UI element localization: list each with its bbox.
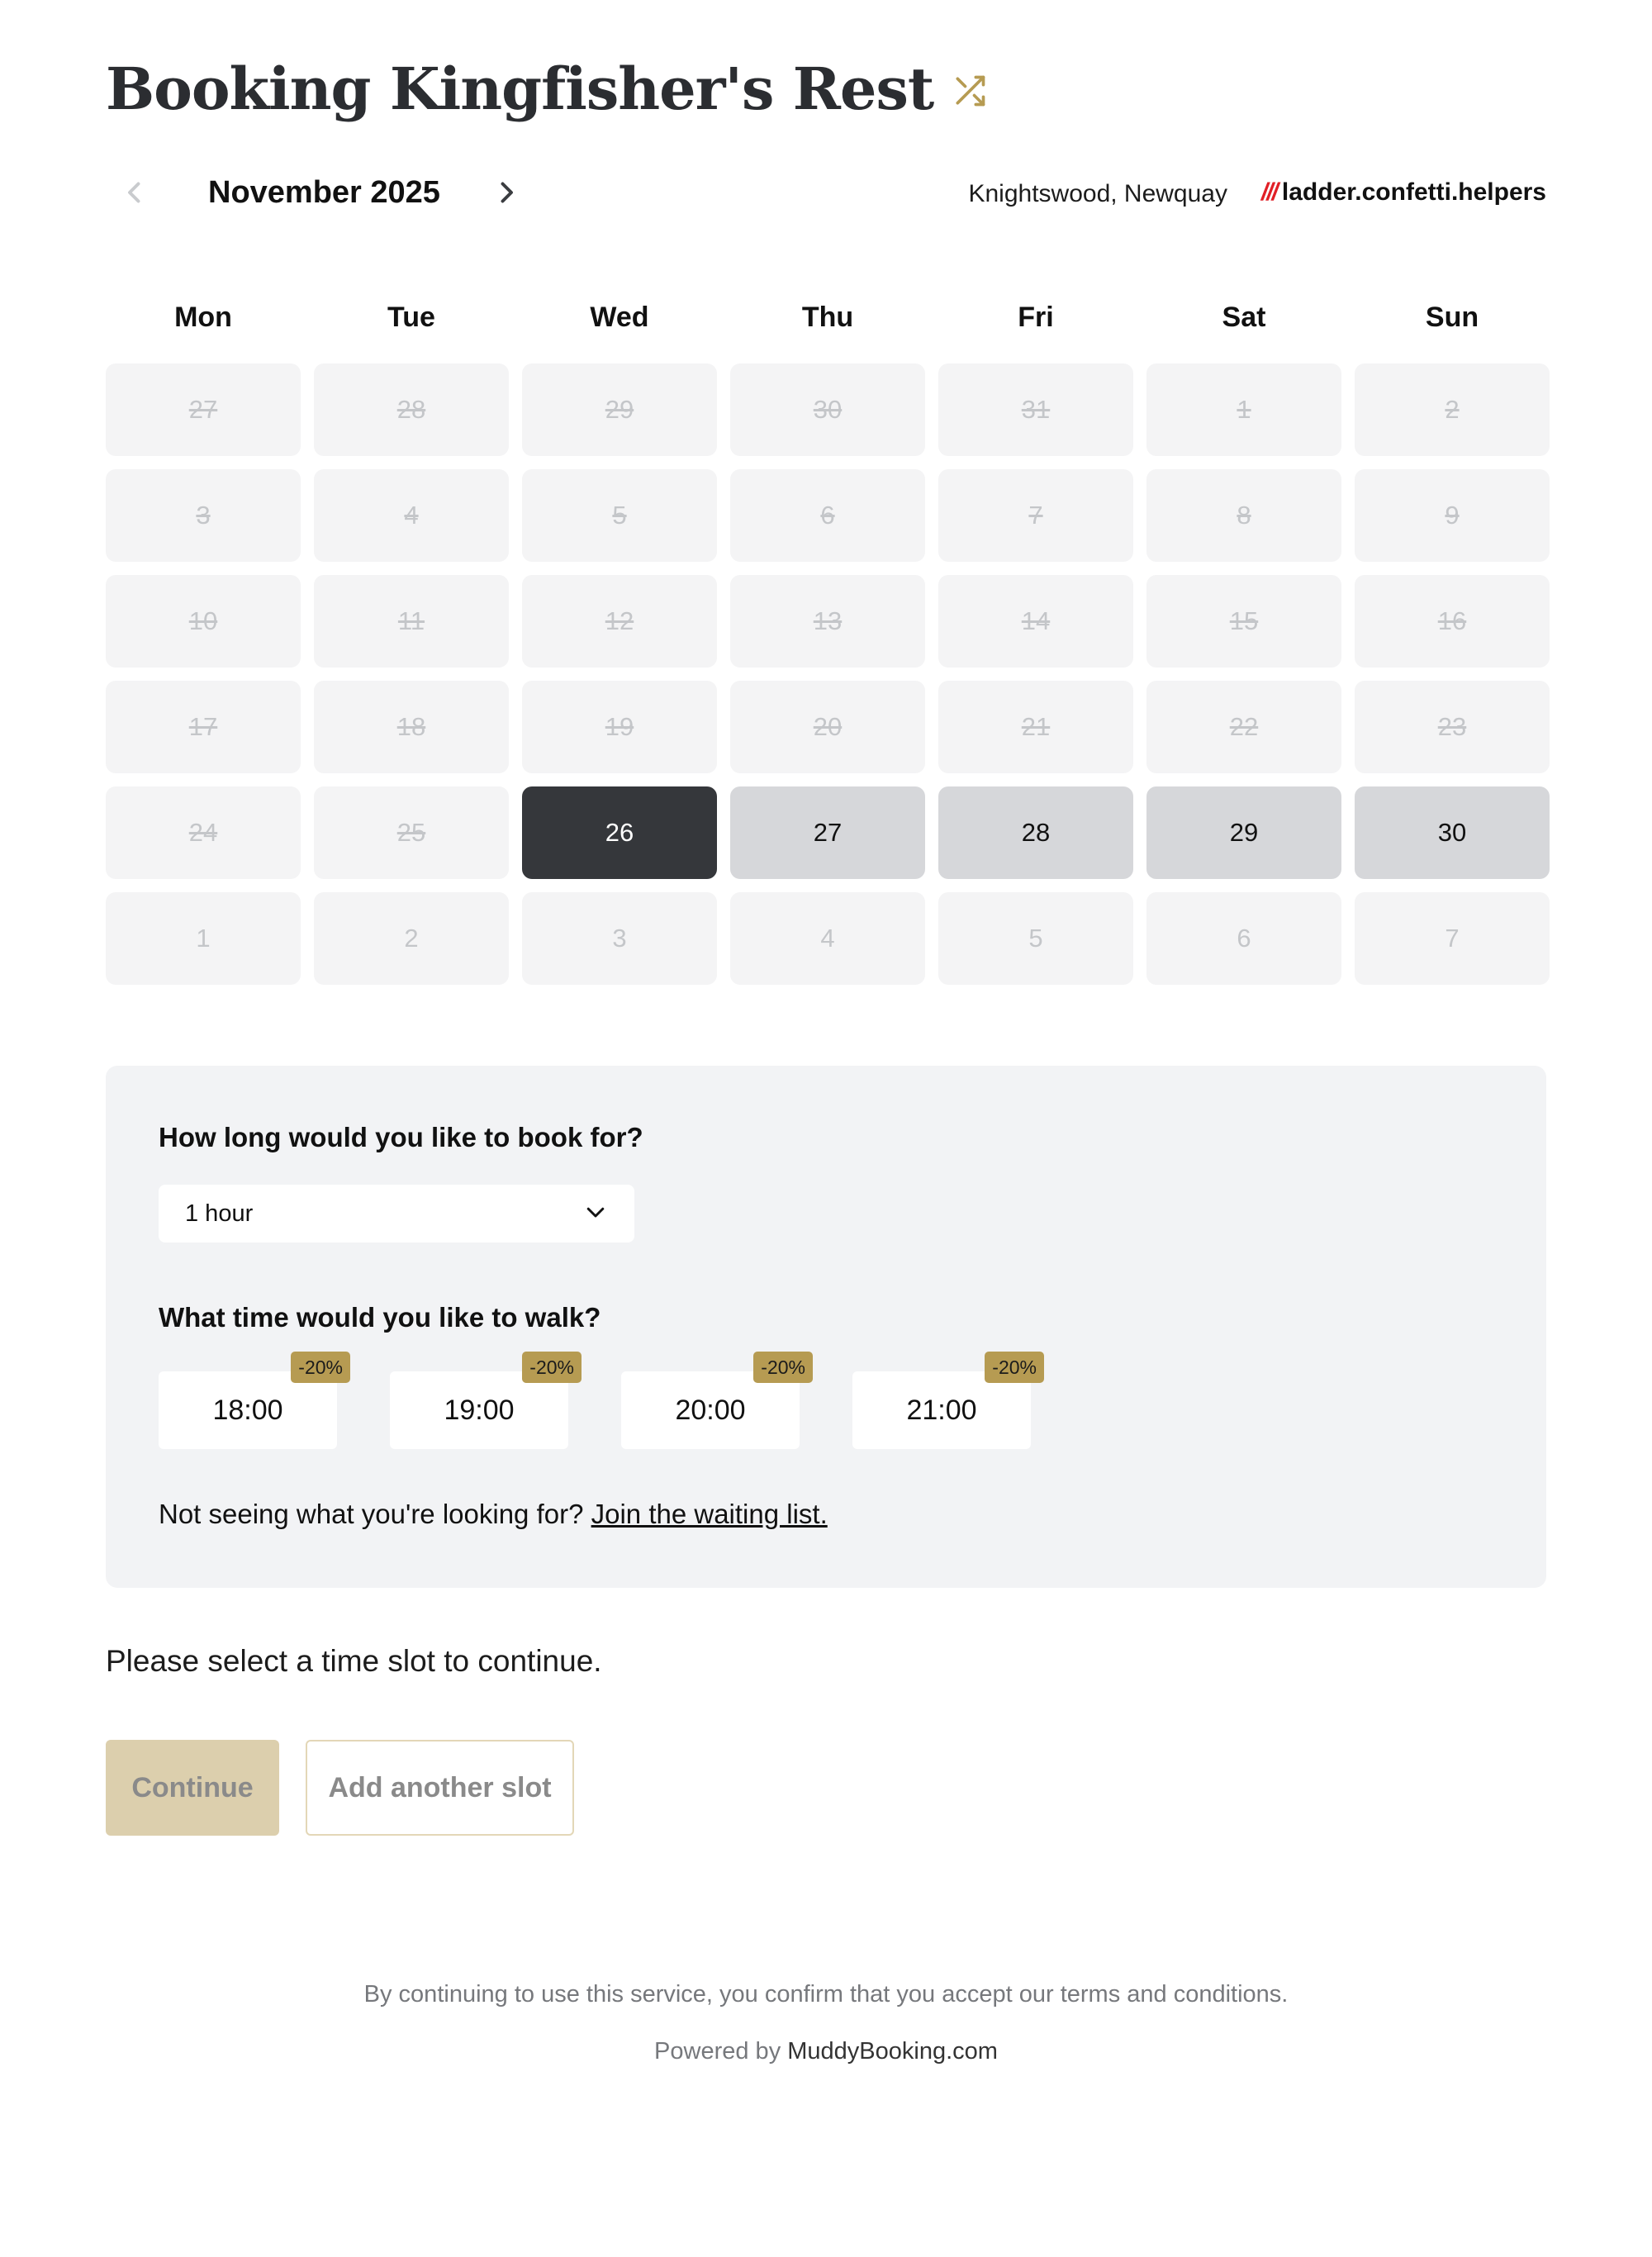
title-row [106,51,988,126]
time-slot-button[interactable] [159,1357,343,1449]
weekday-thu: Thu [801,302,854,333]
calendar-day-past: 28 [314,363,509,456]
weekday-sun: Sun [1425,302,1479,333]
calendar-day-past: 1 [1146,363,1341,456]
calendar-day-past: 16 [1355,575,1550,668]
calendar-day-past: 13 [730,575,925,668]
discount-badge: -20% [985,1352,1044,1383]
duration-question: How long would you like to book for? [159,1122,643,1152]
what3words-address: ladder.confetti.helpers [1281,178,1546,206]
powered-by [106,2038,1546,2065]
calendar-day-past: 15 [1146,575,1341,668]
waitlist-row [159,1499,828,1530]
weekday-fri: Fri [1018,302,1054,333]
join-waitlist-link[interactable]: Join the waiting list. [591,1499,828,1529]
chevron-right-icon [491,178,521,211]
next-month-button[interactable] [484,172,529,216]
calendar-day-past: 21 [938,681,1133,773]
calendar-day-past: 14 [938,575,1133,668]
time-slot-label: 21:00 [906,1394,977,1426]
time-slot-label: 20:00 [675,1394,746,1426]
calendar-day-next-month: 6 [1146,892,1341,985]
calendar-day-past: 4 [314,469,509,562]
calendar-grid [106,363,1546,985]
waitlist-text: Not seeing what you're looking for? [159,1499,584,1529]
calendar-day-past: 10 [106,575,301,668]
chevron-down-icon [583,1200,608,1228]
time-slot-button[interactable] [390,1357,574,1449]
calendar-day-past: 8 [1146,469,1341,562]
what3words-link[interactable] [1261,178,1546,207]
shuffle-icon[interactable] [952,73,988,109]
calendar [106,293,1546,985]
calendar-day-available[interactable]: 29 [1146,786,1341,879]
powered-by-prefix: Powered by [654,2038,781,2065]
calendar-day-past: 27 [106,363,301,456]
time-slot-label: 18:00 [212,1394,283,1426]
calendar-day-next-month: 4 [730,892,925,985]
footer [106,1981,1546,2065]
calendar-day-past: 7 [938,469,1133,562]
calendar-day-next-month: 2 [314,892,509,985]
weekday-wed: Wed [590,302,649,333]
calendar-day-past: 2 [1355,363,1550,456]
calendar-day-available[interactable]: 30 [1355,786,1550,879]
calendar-day-past: 6 [730,469,925,562]
calendar-day-available[interactable]: 27 [730,786,925,879]
select-slot-message: Please select a time slot to continue. [106,1644,602,1678]
calendar-day-past: 29 [522,363,717,456]
time-question: What time would you like to walk? [159,1302,601,1333]
page-title: Booking Kingfisher's Rest [106,54,934,123]
calendar-day-selected[interactable]: 26 [522,786,717,879]
month-navigation [106,165,1546,223]
calendar-day-available[interactable]: 28 [938,786,1133,879]
calendar-day-past: 22 [1146,681,1341,773]
time-slot-button[interactable] [621,1357,805,1449]
calendar-day-next-month: 1 [106,892,301,985]
add-another-slot-button[interactable]: Add another slot [306,1740,574,1836]
calendar-day-past: 23 [1355,681,1550,773]
calendar-day-next-month: 3 [522,892,717,985]
discount-badge: -20% [291,1352,350,1383]
duration-select[interactable] [159,1185,634,1243]
calendar-day-past: 12 [522,575,717,668]
calendar-day-next-month: 5 [938,892,1133,985]
calendar-day-past: 11 [314,575,509,668]
weekday-header [106,293,1546,341]
calendar-day-past: 9 [1355,469,1550,562]
calendar-day-next-month: 7 [1355,892,1550,985]
what3words-icon: /// [1260,178,1277,206]
calendar-day-past: 30 [730,363,925,456]
chevron-left-icon [120,178,150,211]
booking-options-panel [106,1066,1546,1588]
calendar-day-past: 19 [522,681,717,773]
weekday-tue: Tue [387,302,435,333]
muddybooking-link[interactable]: MuddyBooking.com [787,2038,998,2065]
discount-badge: -20% [522,1352,582,1383]
calendar-day-past: 5 [522,469,717,562]
calendar-day-past: 18 [314,681,509,773]
calendar-day-past: 17 [106,681,301,773]
prev-month-button[interactable] [112,172,157,216]
calendar-day-past: 25 [314,786,509,879]
duration-select-value: 1 hour [185,1200,254,1227]
continue-button[interactable]: Continue [106,1740,279,1836]
weekday-mon: Mon [174,302,232,333]
terms-text: By continuing to use this service, you confirm that you accept our terms and conditions. [363,1981,1289,2008]
weekday-sat: Sat [1222,302,1266,333]
month-label: November 2025 [208,175,440,210]
time-slot-label: 19:00 [444,1394,515,1426]
calendar-day-past: 31 [938,363,1133,456]
location-text: Knightswood, Newquay [968,180,1227,207]
calendar-day-past: 20 [730,681,925,773]
discount-badge: -20% [753,1352,813,1383]
calendar-day-past: 24 [106,786,301,879]
calendar-day-past: 3 [106,469,301,562]
time-slot-button[interactable] [852,1357,1037,1449]
